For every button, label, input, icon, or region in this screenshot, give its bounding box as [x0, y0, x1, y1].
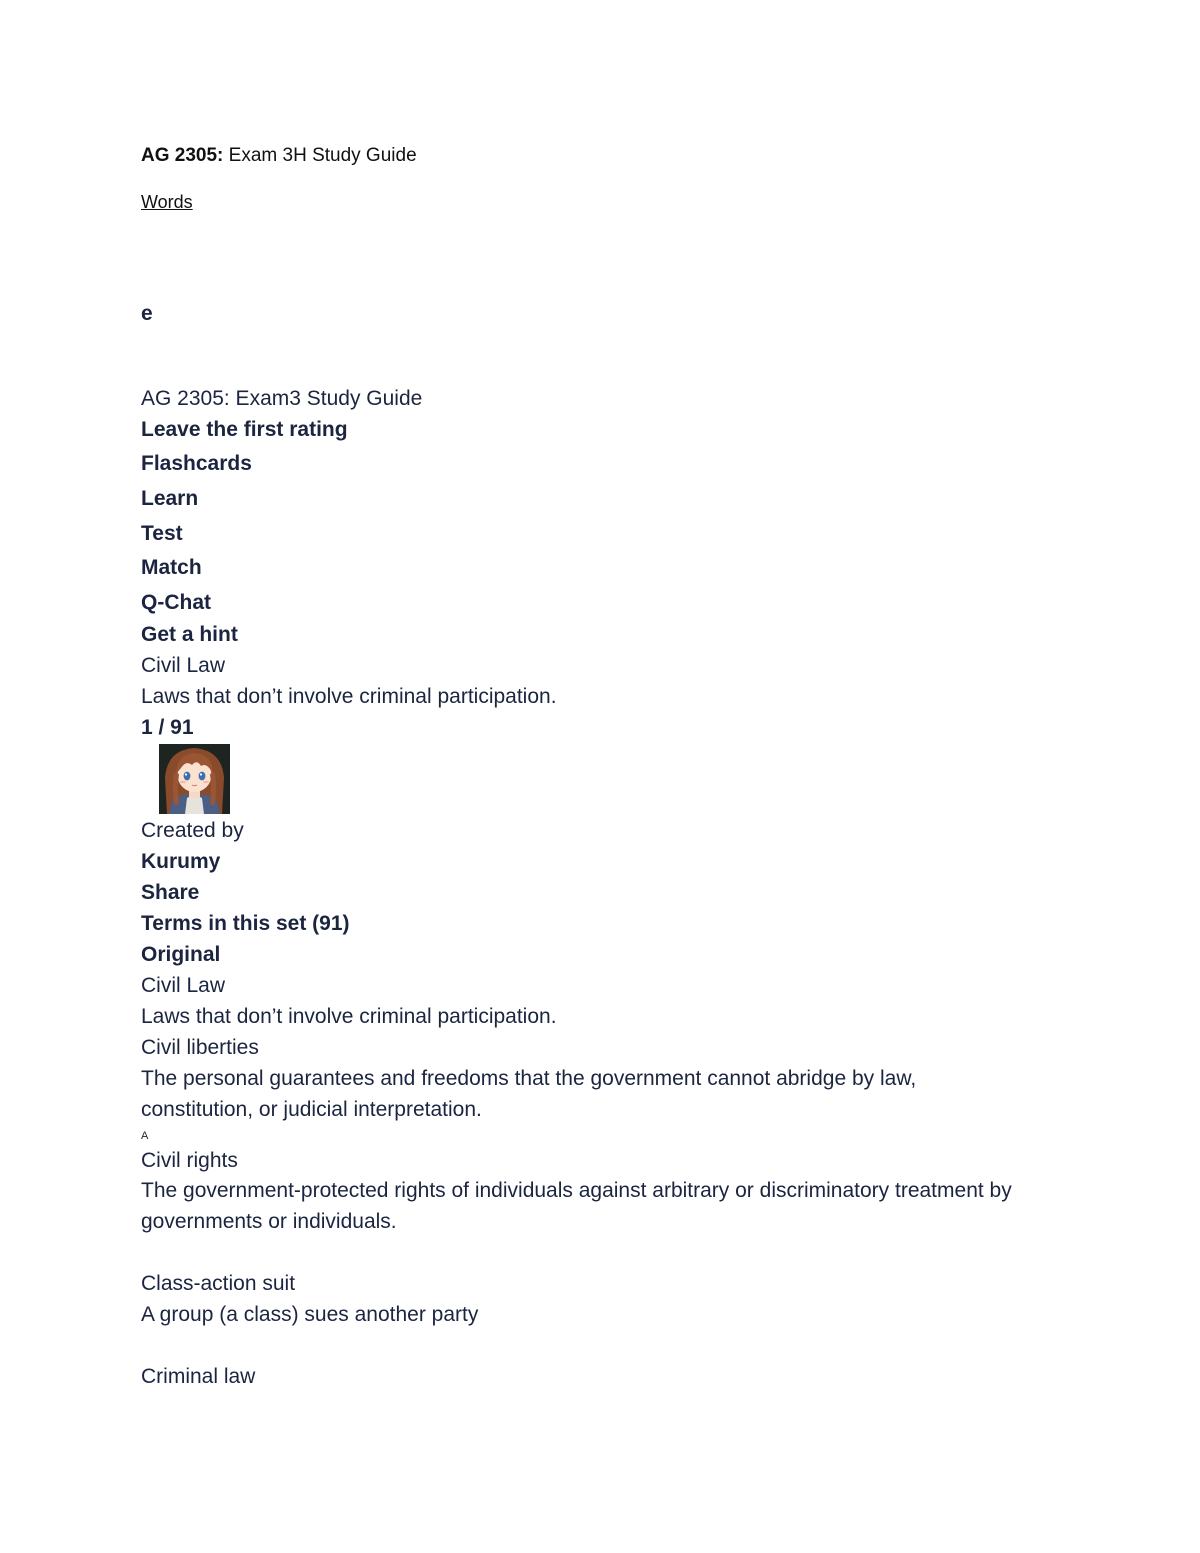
rating-link[interactable]: Leave the first rating	[141, 418, 348, 441]
term-1: Civil Law	[141, 974, 226, 997]
avatar-illustration	[159, 744, 230, 814]
stray-marker: A	[141, 1130, 149, 1142]
creator-avatar[interactable]	[159, 744, 230, 814]
title-rest: Exam 3H Study Guide	[223, 145, 417, 166]
mode-learn[interactable]: Learn	[141, 487, 199, 510]
flashcard-term: Civil Law	[141, 654, 226, 677]
stray-character: e	[141, 302, 153, 325]
created-by-label: Created by	[141, 819, 244, 842]
mode-q-chat[interactable]: Q-Chat	[141, 591, 211, 614]
term-5: Criminal law	[141, 1365, 256, 1388]
flashcard-definition: Laws that don’t involve criminal participation.	[141, 685, 557, 708]
document-title	[141, 146, 417, 165]
share-button[interactable]: Share	[141, 881, 200, 904]
term-3: Civil rights	[141, 1149, 238, 1172]
definition-3-line1: The government-protected rights of individuals against arbitrary or discriminatory treatment by	[141, 1179, 1012, 1202]
definition-4: A group (a class) sues another party	[141, 1303, 479, 1326]
mode-match[interactable]: Match	[141, 556, 202, 579]
hint-button[interactable]: Get a hint	[141, 623, 238, 646]
terms-heading: Terms in this set (91)	[141, 912, 350, 935]
course-code: AG 2305:	[141, 145, 224, 166]
section-heading: Words	[141, 192, 193, 212]
creator-name-link[interactable]: Kurumy	[141, 850, 221, 873]
definition-3-line2: governments or individuals.	[141, 1210, 397, 1233]
sort-order[interactable]: Original	[141, 943, 221, 966]
definition-2-line1: The personal guarantees and freedoms that the government cannot abridge by law,	[141, 1067, 917, 1090]
definition-2-line2: constitution, or judicial interpretation.	[141, 1098, 482, 1121]
term-2: Civil liberties	[141, 1036, 259, 1059]
definition-1: Laws that don’t involve criminal participation.	[141, 1005, 557, 1028]
mode-flashcards[interactable]: Flashcards	[141, 452, 252, 475]
card-counter: 1 / 91	[141, 716, 194, 739]
set-title: AG 2305: Exam3 Study Guide	[141, 387, 423, 410]
mode-test[interactable]: Test	[141, 522, 183, 545]
term-4: Class-action suit	[141, 1272, 296, 1295]
